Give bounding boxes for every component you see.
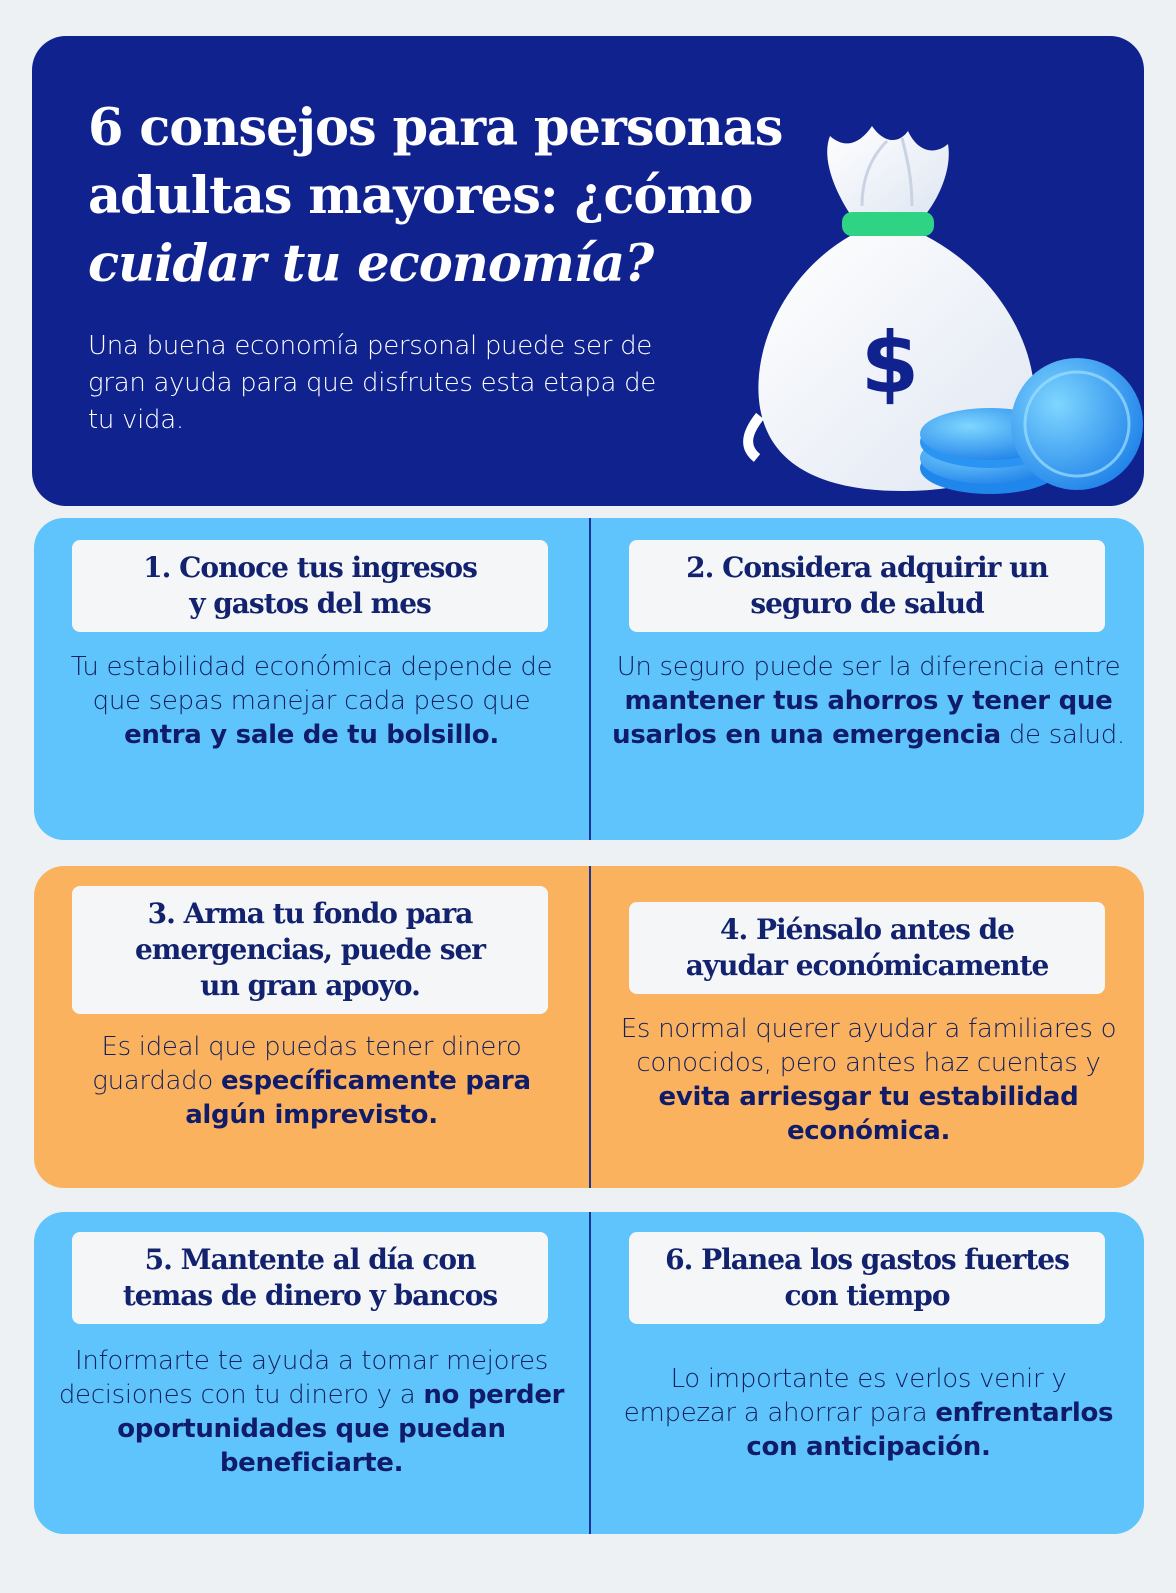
tip-card-5 — [34, 1212, 589, 1534]
tip-card-6 — [591, 1212, 1146, 1534]
tip-body-1-highlight: entra y sale de tu bolsillo. — [124, 720, 499, 750]
tip-body-2-tail: de salud. — [1000, 720, 1125, 750]
tip-body-3 — [54, 1030, 569, 1132]
dollar-symbol: $ — [860, 314, 920, 412]
tip-title-6: 6. Planea los gastos fuertes con tiempo — [629, 1232, 1105, 1324]
tip-body-5-text: Informarte te ayuda a tomar mejores decisiones con tu dinero y a — [58, 1346, 548, 1410]
tips-row-2 — [34, 866, 1144, 1188]
title-line-3: cuidar tu economía? — [88, 234, 654, 294]
tip-body-1-text: Tu estabilidad económica depende de que sepas manejar cada peso que — [70, 652, 553, 716]
tip-body-6-highlight: enfrentarlos con anticipación. — [746, 1398, 1114, 1462]
title-line-1: 6 consejos para personas — [88, 98, 783, 158]
tip-title-2: 2. Considera adquirir un seguro de salud — [629, 540, 1105, 632]
tip-body-2 — [611, 650, 1126, 752]
hero-banner — [32, 36, 1144, 506]
tips-row-3 — [34, 1212, 1144, 1534]
tip-card-1 — [34, 518, 589, 840]
tip-body-3-highlight: específicamente para algún imprevisto. — [185, 1066, 531, 1130]
tip-body-4 — [611, 1012, 1126, 1148]
tip-body-6-text: Lo importante es verlos venir y empezar a ahorrar para — [623, 1364, 1067, 1428]
tip-card-3 — [34, 866, 589, 1188]
tip-body-4-highlight: evita arriesgar tu estabilidad económica. — [658, 1082, 1079, 1146]
tip-title-4: 4. Piénsalo antes de ayudar económicamente — [629, 902, 1105, 994]
money-bag-icon — [712, 96, 1144, 506]
tip-title-1: 1. Conoce tus ingresos y gastos del mes — [72, 540, 548, 632]
tip-body-4-text: Es normal querer ayudar a familiares o conocidos, pero antes haz cuentas y — [620, 1014, 1117, 1078]
tip-body-5 — [54, 1344, 569, 1480]
tips-row-1 — [34, 518, 1144, 840]
tip-card-2 — [591, 518, 1146, 840]
tip-body-2-text: Un seguro puede ser la diferencia entre — [616, 652, 1121, 682]
page-title — [88, 94, 808, 298]
tip-body-1 — [54, 650, 569, 752]
tip-title-5: 5. Mantente al día con temas de dinero y bancos — [72, 1232, 548, 1324]
tip-body-2-highlight: mantener tus ahorros y tener que usarlos en una emergencia — [612, 686, 1113, 750]
tip-body-5-highlight: no perder oportunidades que puedan beneficiarte. — [117, 1380, 565, 1478]
page-subtitle: Una buena economía personal puede ser de gran ayuda para que disfrutes esta etapa de tu vida. — [88, 331, 656, 435]
tip-body-3-text: Es ideal que puedas tener dinero guardado — [92, 1032, 522, 1096]
tip-card-4 — [591, 866, 1146, 1188]
tip-title-3: 3. Arma tu fondo para emergencias, puede ser un gran apoyo. — [72, 886, 548, 1014]
tip-body-6 — [611, 1362, 1126, 1464]
title-line-2: adultas mayores: ¿cómo — [88, 166, 753, 226]
